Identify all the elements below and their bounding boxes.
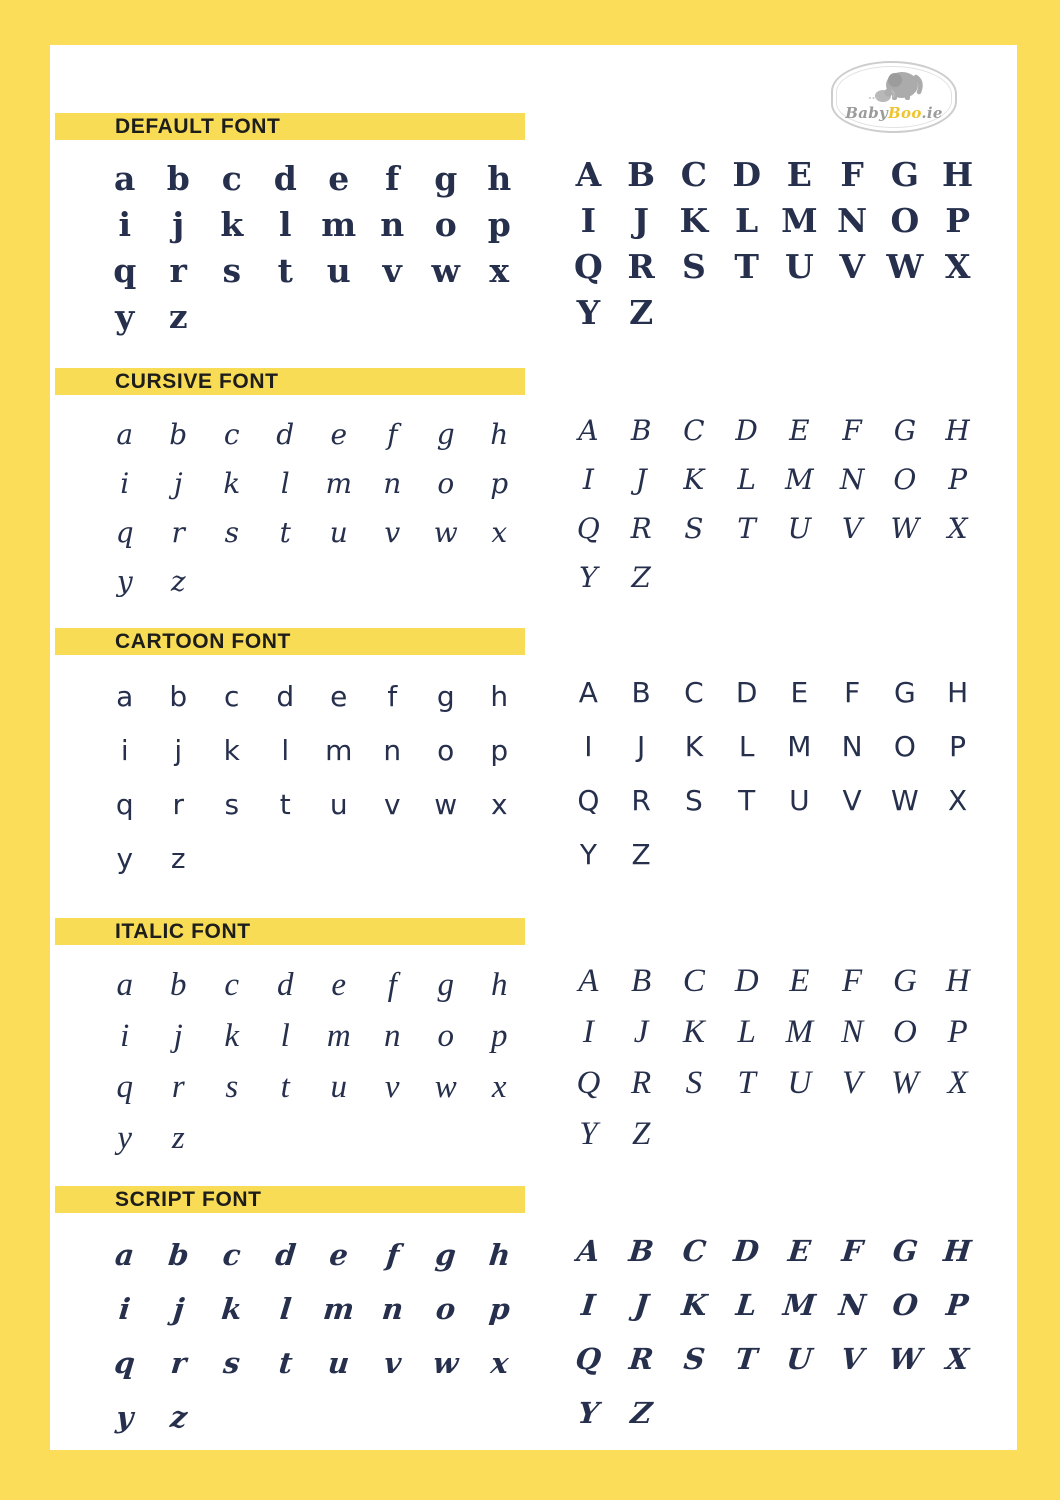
- uppercase-letter-cell: A: [575, 154, 602, 194]
- font-section: [0, 113, 1060, 363]
- lowercase-letter-cell: t: [279, 515, 291, 549]
- lowercase-letter-cell: f: [387, 967, 397, 1003]
- lowercase-letter-cell: d: [273, 1237, 298, 1272]
- lowercase-letter-cell: v: [384, 515, 401, 549]
- uppercase-letter-cell: G: [893, 413, 917, 447]
- lowercase-letter-cell: b: [166, 1237, 191, 1272]
- uppercase-letter-cell: X: [944, 1341, 971, 1376]
- uppercase-letter-cell: Z: [628, 1395, 654, 1430]
- uppercase-letter-cell: B: [627, 1233, 656, 1268]
- uppercase-letter-cell: T: [737, 511, 756, 545]
- lowercase-letter-cell: k: [224, 1018, 240, 1054]
- uppercase-letter-cell: N: [839, 462, 865, 496]
- lowercase-letter-cell: d: [277, 967, 294, 1003]
- uppercase-letter-cell: I: [582, 462, 594, 496]
- uppercase-letter-cell: G: [894, 676, 916, 709]
- uppercase-letter-cell: F: [840, 1233, 865, 1268]
- lowercase-letter-cell: v: [382, 1345, 403, 1380]
- uppercase-letter-cell: E: [789, 963, 810, 999]
- uppercase-letter-cell: F: [844, 676, 861, 709]
- lowercase-letter-cell: q: [116, 1069, 133, 1105]
- lowercase-letter-cell: d: [273, 158, 297, 198]
- lowercase-letter-cell: r: [171, 1069, 185, 1105]
- uppercase-letter-cell: I: [582, 1014, 594, 1050]
- uppercase-letter-cell: A: [578, 413, 599, 447]
- lowercase-letter-cell: n: [379, 1291, 405, 1326]
- uppercase-letter-cell: U: [784, 1341, 814, 1376]
- lowercase-letter-cell: m: [321, 1291, 356, 1326]
- lowercase-letter-cell: e: [327, 1237, 350, 1272]
- uppercase-letter-cell: H: [942, 1233, 974, 1268]
- lowercase-letter-cell: w: [434, 1069, 457, 1105]
- section-title: DEFAULT FONT: [115, 114, 281, 138]
- section-header-bar: [55, 1186, 525, 1213]
- lowercase-letter-cell: o: [437, 466, 455, 500]
- lowercase-letter-cell: y: [116, 564, 133, 598]
- lowercase-letter-cell: j: [172, 204, 185, 244]
- uppercase-letter-cell: Z: [631, 560, 651, 594]
- lowercase-letter-cell: x: [491, 515, 508, 549]
- lowercase-letter-cell: t: [276, 1345, 294, 1380]
- section-header-bar: [55, 628, 525, 655]
- lowercase-letter-cell: z: [170, 564, 186, 598]
- lowercase-letter-cell: g: [433, 1237, 458, 1272]
- lowercase-letter-cell: h: [486, 1237, 512, 1272]
- uppercase-letter-cell: N: [837, 200, 868, 240]
- lowercase-letter-cell: s: [222, 250, 242, 290]
- uppercase-letter-cell: X: [948, 784, 968, 817]
- lowercase-letter-cell: b: [166, 158, 190, 198]
- uppercase-letter-cell: E: [786, 154, 812, 194]
- uppercase-letter-cell: V: [839, 246, 865, 286]
- uppercase-letter-cell: X: [947, 1065, 968, 1101]
- uppercase-letter-cell: H: [945, 963, 970, 999]
- uppercase-letter-cell: K: [683, 462, 705, 496]
- lowercase-letter-cell: a: [116, 680, 134, 713]
- lowercase-letter-cell: s: [224, 788, 240, 821]
- uppercase-letter-cell: M: [781, 1287, 818, 1322]
- uppercase-letter-cell: K: [682, 1014, 705, 1050]
- section-title: CARTOON FONT: [115, 629, 291, 653]
- uppercase-letter-cell: Q: [576, 1065, 601, 1101]
- uppercase-letter-grid: [562, 956, 984, 1160]
- lowercase-letter-cell: o: [437, 1018, 454, 1054]
- lowercase-letter-grid: [98, 960, 526, 1164]
- uppercase-letter-cell: M: [781, 200, 818, 240]
- section-title: ITALIC FONT: [115, 919, 251, 943]
- lowercase-letter-cell: b: [169, 417, 188, 451]
- lowercase-letter-cell: r: [169, 250, 187, 290]
- lowercase-letter-cell: a: [116, 417, 134, 451]
- lowercase-letter-cell: t: [280, 1069, 290, 1105]
- lowercase-letter-cell: t: [277, 250, 293, 290]
- uppercase-letter-cell: Y: [576, 292, 601, 332]
- lowercase-letter-cell: m: [325, 466, 353, 500]
- uppercase-letter-cell: J: [633, 200, 649, 240]
- uppercase-letter-cell: P: [948, 462, 968, 496]
- lowercase-letter-cell: x: [491, 1069, 507, 1105]
- uppercase-letter-cell: T: [738, 784, 756, 817]
- lowercase-letter-cell: z: [168, 296, 188, 336]
- lowercase-letter-cell: d: [276, 417, 295, 451]
- lowercase-letter-cell: w: [433, 515, 458, 549]
- lowercase-letter-cell: i: [120, 1018, 130, 1054]
- section-header-bar: [55, 368, 525, 395]
- uppercase-letter-cell: W: [886, 1341, 923, 1376]
- lowercase-letter-cell: u: [326, 1345, 352, 1380]
- lowercase-letter-cell: i: [118, 204, 132, 244]
- uppercase-letter-cell: S: [685, 1065, 703, 1101]
- uppercase-letter-cell: O: [890, 1287, 920, 1322]
- lowercase-letter-cell: p: [487, 1291, 512, 1326]
- uppercase-letter-cell: D: [732, 154, 761, 194]
- uppercase-letter-cell: V: [842, 1065, 863, 1101]
- lowercase-letter-cell: m: [321, 204, 357, 244]
- uppercase-letter-cell: Z: [631, 838, 651, 871]
- lowercase-letter-cell: l: [278, 1291, 293, 1326]
- uppercase-letter-cell: G: [890, 1233, 920, 1268]
- lowercase-letter-cell: a: [116, 967, 133, 1003]
- uppercase-letter-cell: N: [841, 730, 863, 763]
- lowercase-letter-cell: l: [281, 734, 290, 767]
- lowercase-letter-grid: [98, 670, 526, 886]
- lowercase-letter-cell: r: [168, 1345, 188, 1380]
- uppercase-letter-cell: L: [737, 1014, 756, 1050]
- lowercase-letter-cell: n: [383, 466, 402, 500]
- lowercase-letter-grid: [98, 155, 526, 339]
- uppercase-letter-cell: B: [631, 963, 652, 999]
- uppercase-letter-cell: B: [630, 413, 652, 447]
- uppercase-letter-cell: F: [842, 413, 862, 447]
- uppercase-letter-cell: C: [684, 676, 704, 709]
- uppercase-letter-cell: Y: [579, 1116, 598, 1152]
- lowercase-letter-cell: v: [382, 250, 402, 290]
- lowercase-letter-cell: l: [280, 1018, 290, 1054]
- uppercase-letter-cell: W: [891, 1065, 919, 1101]
- lowercase-letter-cell: c: [221, 158, 242, 198]
- lowercase-letter-cell: u: [329, 515, 348, 549]
- lowercase-letter-cell: l: [280, 466, 290, 500]
- lowercase-letter-cell: a: [114, 158, 136, 198]
- uppercase-letter-cell: V: [842, 511, 863, 545]
- lowercase-letter-cell: y: [114, 1399, 136, 1434]
- uppercase-letter-cell: N: [841, 1014, 864, 1050]
- uppercase-letter-cell: E: [789, 413, 810, 447]
- uppercase-letter-cell: H: [945, 413, 970, 447]
- uppercase-letter-cell: D: [735, 413, 758, 447]
- uppercase-letter-cell: Q: [574, 246, 603, 286]
- lowercase-letter-cell: e: [330, 417, 348, 451]
- lowercase-letter-cell: k: [220, 204, 244, 244]
- uppercase-letter-cell: F: [842, 963, 863, 999]
- uppercase-letter-cell: J: [636, 730, 646, 763]
- lowercase-letter-cell: g: [434, 158, 458, 198]
- lowercase-letter-cell: l: [278, 204, 292, 244]
- uppercase-letter-cell: A: [578, 676, 598, 709]
- lowercase-letter-cell: o: [437, 734, 455, 767]
- uppercase-letter-cell: Y: [579, 838, 597, 871]
- uppercase-letter-cell: T: [737, 1065, 756, 1101]
- uppercase-letter-grid: [562, 151, 984, 335]
- uppercase-letter-cell: O: [892, 1014, 917, 1050]
- lowercase-letter-cell: k: [219, 1291, 244, 1326]
- uppercase-letter-cell: Z: [629, 292, 654, 332]
- uppercase-letter-cell: I: [580, 200, 597, 240]
- lowercase-letter-cell: p: [490, 466, 509, 500]
- uppercase-letter-cell: C: [683, 413, 705, 447]
- lowercase-letter-cell: o: [434, 204, 457, 244]
- lowercase-letter-cell: y: [115, 296, 135, 336]
- lowercase-letter-cell: n: [383, 734, 402, 767]
- lowercase-letter-cell: i: [120, 734, 129, 767]
- lowercase-letter-cell: w: [434, 788, 458, 821]
- lowercase-letter-cell: y: [117, 1120, 133, 1156]
- uppercase-letter-cell: Y: [579, 560, 598, 594]
- lowercase-letter-cell: w: [431, 1345, 461, 1380]
- uppercase-letter-cell: K: [679, 200, 709, 240]
- uppercase-letter-cell: C: [682, 963, 705, 999]
- lowercase-letter-cell: s: [221, 1345, 242, 1380]
- lowercase-letter-cell: w: [431, 250, 460, 290]
- lowercase-letter-cell: j: [173, 466, 183, 500]
- uppercase-letter-cell: W: [886, 246, 924, 286]
- uppercase-letter-cell: G: [892, 963, 917, 999]
- lowercase-letter-cell: f: [387, 680, 398, 713]
- uppercase-letter-cell: Q: [576, 511, 600, 545]
- uppercase-letter-cell: C: [680, 1233, 708, 1268]
- uppercase-letter-cell: Z: [631, 1116, 651, 1152]
- uppercase-letter-cell: U: [784, 246, 814, 286]
- lowercase-letter-cell: f: [385, 158, 400, 198]
- uppercase-letter-cell: H: [942, 154, 974, 194]
- uppercase-letter-cell: J: [632, 1287, 650, 1322]
- lowercase-letter-cell: p: [491, 1018, 508, 1054]
- uppercase-letter-cell: G: [890, 154, 919, 194]
- lowercase-letter-cell: n: [384, 1018, 401, 1054]
- lowercase-letter-cell: u: [326, 250, 351, 290]
- lowercase-letter-cell: k: [223, 734, 240, 767]
- lowercase-letter-cell: e: [330, 680, 348, 713]
- lowercase-letter-cell: m: [325, 734, 353, 767]
- lowercase-letter-cell: p: [487, 204, 511, 244]
- uppercase-letter-grid: [562, 666, 984, 882]
- lowercase-letter-cell: h: [490, 680, 509, 713]
- uppercase-letter-cell: S: [681, 246, 706, 286]
- lowercase-letter-cell: z: [168, 1399, 189, 1434]
- uppercase-letter-cell: E: [790, 676, 809, 709]
- uppercase-letter-cell: L: [738, 730, 755, 763]
- brand-ie: .ie: [921, 104, 943, 122]
- uppercase-letter-cell: K: [684, 730, 704, 763]
- lowercase-letter-cell: h: [487, 158, 512, 198]
- lowercase-letter-cell: h: [491, 967, 508, 1003]
- uppercase-letter-cell: T: [734, 1341, 760, 1376]
- uppercase-letter-cell: K: [679, 1287, 709, 1322]
- uppercase-letter-cell: S: [684, 784, 703, 817]
- lowercase-letter-cell: v: [384, 1069, 400, 1105]
- lowercase-letter-cell: p: [490, 734, 509, 767]
- uppercase-letter-cell: P: [944, 1287, 971, 1322]
- font-section: [0, 628, 1060, 878]
- uppercase-letter-cell: L: [735, 200, 759, 240]
- uppercase-letter-cell: M: [785, 1014, 814, 1050]
- lowercase-letter-cell: s: [225, 1069, 239, 1105]
- lowercase-letter-cell: c: [221, 1237, 243, 1272]
- uppercase-letter-grid: [562, 406, 984, 602]
- uppercase-letter-cell: D: [735, 676, 758, 709]
- lowercase-letter-cell: u: [330, 1069, 347, 1105]
- font-section: [0, 1186, 1060, 1436]
- section-header-bar: [55, 113, 525, 140]
- uppercase-letter-cell: V: [839, 1341, 866, 1376]
- uppercase-letter-cell: L: [737, 462, 756, 496]
- uppercase-letter-cell: U: [789, 784, 810, 817]
- uppercase-letter-cell: Q: [577, 784, 600, 817]
- uppercase-letter-cell: P: [947, 1014, 968, 1050]
- uppercase-letter-cell: B: [627, 154, 656, 194]
- uppercase-letter-cell: P: [949, 730, 967, 763]
- lowercase-letter-cell: v: [383, 788, 401, 821]
- uppercase-letter-cell: A: [575, 1233, 602, 1268]
- lowercase-letter-cell: a: [113, 1237, 136, 1272]
- uppercase-letter-cell: X: [944, 246, 971, 286]
- uppercase-letter-cell: J: [635, 462, 647, 496]
- uppercase-letter-cell: D: [732, 1233, 762, 1268]
- uppercase-letter-cell: M: [785, 462, 814, 496]
- lowercase-letter-cell: o: [434, 1291, 458, 1326]
- uppercase-letter-cell: M: [787, 730, 812, 763]
- lowercase-letter-cell: f: [387, 417, 398, 451]
- elephant-icon: [859, 67, 929, 107]
- lowercase-letter-cell: f: [384, 1237, 401, 1272]
- lowercase-letter-cell: q: [113, 250, 137, 290]
- lowercase-letter-cell: r: [172, 788, 184, 821]
- section-title: SCRIPT FONT: [115, 1187, 262, 1211]
- lowercase-letter-cell: c: [224, 680, 240, 713]
- lowercase-letter-cell: u: [329, 788, 348, 821]
- uppercase-letter-cell: L: [734, 1287, 759, 1322]
- uppercase-letter-cell: U: [787, 511, 812, 545]
- lowercase-letter-cell: r: [171, 515, 185, 549]
- uppercase-letter-cell: X: [947, 511, 968, 545]
- lowercase-letter-cell: x: [488, 1345, 510, 1380]
- lowercase-letter-cell: j: [174, 734, 183, 767]
- brand-baby: Baby: [845, 104, 889, 122]
- lowercase-letter-cell: h: [490, 417, 509, 451]
- uppercase-letter-cell: C: [680, 154, 707, 194]
- lowercase-letter-cell: k: [223, 466, 241, 500]
- lowercase-letter-cell: i: [120, 466, 130, 500]
- lowercase-letter-cell: e: [328, 158, 350, 198]
- lowercase-letter-cell: q: [115, 788, 134, 821]
- lowercase-letter-cell: i: [117, 1291, 133, 1326]
- lowercase-letter-cell: e: [331, 967, 347, 1003]
- uppercase-letter-cell: D: [734, 963, 759, 999]
- lowercase-letter-cell: g: [436, 417, 455, 451]
- font-section: [0, 368, 1060, 618]
- uppercase-letter-cell: J: [633, 1014, 649, 1050]
- lowercase-letter-cell: y: [116, 842, 134, 875]
- uppercase-letter-cell: R: [631, 1065, 652, 1101]
- lowercase-letter-cell: j: [173, 1018, 183, 1054]
- uppercase-letter-cell: P: [945, 200, 971, 240]
- uppercase-letter-cell: S: [684, 511, 704, 545]
- uppercase-letter-cell: B: [631, 676, 651, 709]
- uppercase-letter-cell: O: [893, 462, 917, 496]
- uppercase-letter-cell: F: [840, 154, 864, 194]
- lowercase-letter-cell: q: [115, 515, 134, 549]
- lowercase-letter-cell: b: [170, 967, 187, 1003]
- lowercase-letter-cell: s: [224, 515, 239, 549]
- uppercase-letter-cell: V: [842, 784, 862, 817]
- uppercase-letter-cell: O: [893, 730, 916, 763]
- lowercase-letter-cell: j: [171, 1291, 186, 1326]
- uppercase-letter-cell: N: [837, 1287, 868, 1322]
- uppercase-letter-cell: S: [681, 1341, 707, 1376]
- uppercase-letter-cell: I: [584, 730, 593, 763]
- uppercase-letter-grid: [562, 1224, 984, 1440]
- uppercase-letter-cell: I: [579, 1287, 597, 1322]
- lowercase-letter-cell: n: [380, 204, 405, 244]
- lowercase-letter-cell: c: [223, 417, 240, 451]
- lowercase-letter-cell: m: [326, 1018, 351, 1054]
- lowercase-letter-grid: [98, 410, 526, 606]
- lowercase-letter-cell: x: [489, 250, 510, 290]
- lowercase-letter-cell: x: [490, 788, 508, 821]
- uppercase-letter-cell: R: [631, 784, 651, 817]
- uppercase-letter-cell: W: [890, 511, 920, 545]
- uppercase-letter-cell: Y: [576, 1395, 601, 1430]
- uppercase-letter-cell: U: [787, 1065, 812, 1101]
- section-title: CURSIVE FONT: [115, 369, 279, 393]
- uppercase-letter-cell: T: [734, 246, 759, 286]
- lowercase-letter-cell: g: [436, 680, 455, 713]
- section-header-bar: [55, 918, 525, 945]
- lowercase-letter-cell: d: [276, 680, 295, 713]
- lowercase-letter-cell: t: [279, 788, 291, 821]
- uppercase-letter-cell: E: [786, 1233, 813, 1268]
- lowercase-letter-cell: b: [169, 680, 188, 713]
- brand-boo: Boo: [888, 104, 922, 122]
- lowercase-letter-grid: [98, 1228, 526, 1444]
- uppercase-letter-cell: O: [890, 200, 920, 240]
- uppercase-letter-cell: R: [627, 246, 655, 286]
- lowercase-letter-cell: q: [112, 1345, 137, 1380]
- lowercase-letter-cell: z: [170, 842, 186, 875]
- uppercase-letter-cell: H: [947, 676, 969, 709]
- font-section: [0, 918, 1060, 1168]
- uppercase-letter-cell: A: [578, 963, 599, 999]
- uppercase-letter-cell: R: [630, 511, 652, 545]
- uppercase-letter-cell: Q: [574, 1341, 603, 1376]
- uppercase-letter-cell: R: [627, 1341, 656, 1376]
- lowercase-letter-cell: c: [224, 967, 240, 1003]
- lowercase-letter-cell: z: [171, 1120, 185, 1156]
- lowercase-letter-cell: g: [437, 967, 454, 1003]
- uppercase-letter-cell: W: [891, 784, 919, 817]
